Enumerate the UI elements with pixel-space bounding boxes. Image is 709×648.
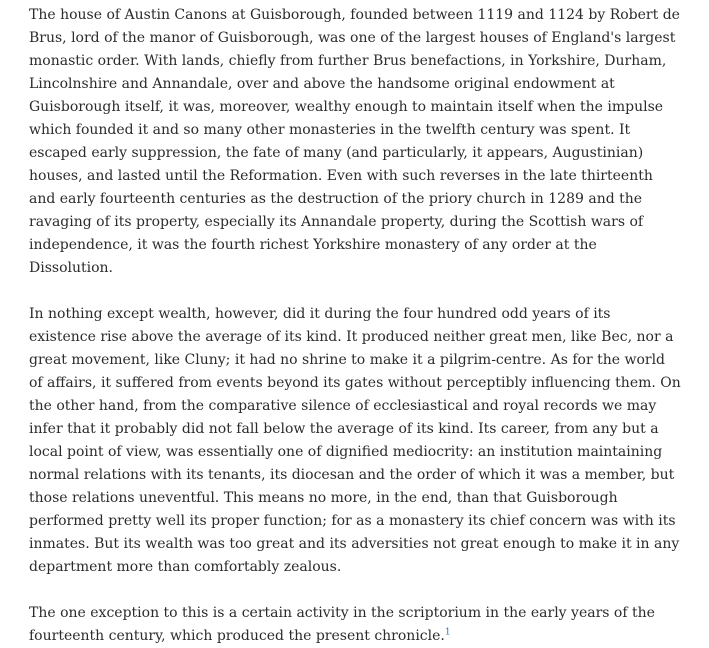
- footnote-link[interactable]: 1: [444, 627, 451, 638]
- paragraph-exception-text: The one exception to this is a certain activity in the scriptorium in the early years of the fourteenth century, which produced the present chronicle.: [29, 605, 655, 644]
- paragraph-mediocrity: In nothing except wealth, however, did it during the four hundred odd years of its existence rise above the average of its kind. It produced neither great men, like Bec, nor a great movement, like Cluny; it had no shrine to make it a pilgrim-centre. As for the world of affairs, it suffered from events beyond its gates without perceptibly influencing them. On the other hand, from the comparative silence of ecclesiastical and royal records we may infer that it probably did not fall below the average of its kind. Its career, from any but a local point of view, was essentially one of dignified mediocrity: an institution maintaining normal relations with its tenants, its diocesan and the order of which it was a member, but those relations uneventful. This means no more, in the end, than that Guisborough performed pretty well its proper function; for as a monastery its chief concern was with its inmates. But its wealth was too great and its adversities not great enough to make it in any department more than comfortably zealous.: [29, 306, 681, 575]
- paragraph-history: The house of Austin Canons at Guisborough, founded between 1119 and 1124 by Robert de Brus, lord of the manor of Guisborough, was one of the largest houses of England's largest monastic order. With lands, chiefly from further Brus benefactions, in Yorkshire, Durham, Lincolnshire and Annandale, over and above the handsome original endowment at Guisborough itself, it was, moreover, wealthy enough to maintain itself when the impulse which founded it and so many other monasteries in the twelfth century was spent. It escaped early suppression, the fate of many (and particularly, it appears, Augustinian) houses, and lasted until the Reformation. Even with such reverses in the late thirteenth and early fourteenth centuries as the destruction of the priory church in 1289 and the ravaging of its property, especially its Annandale property, during the Scottish wars of independence, it was the fourth richest Yorkshire monastery of any order at the Dissolution.: [29, 7, 680, 276]
- paragraph-exception: [29, 602, 681, 648]
